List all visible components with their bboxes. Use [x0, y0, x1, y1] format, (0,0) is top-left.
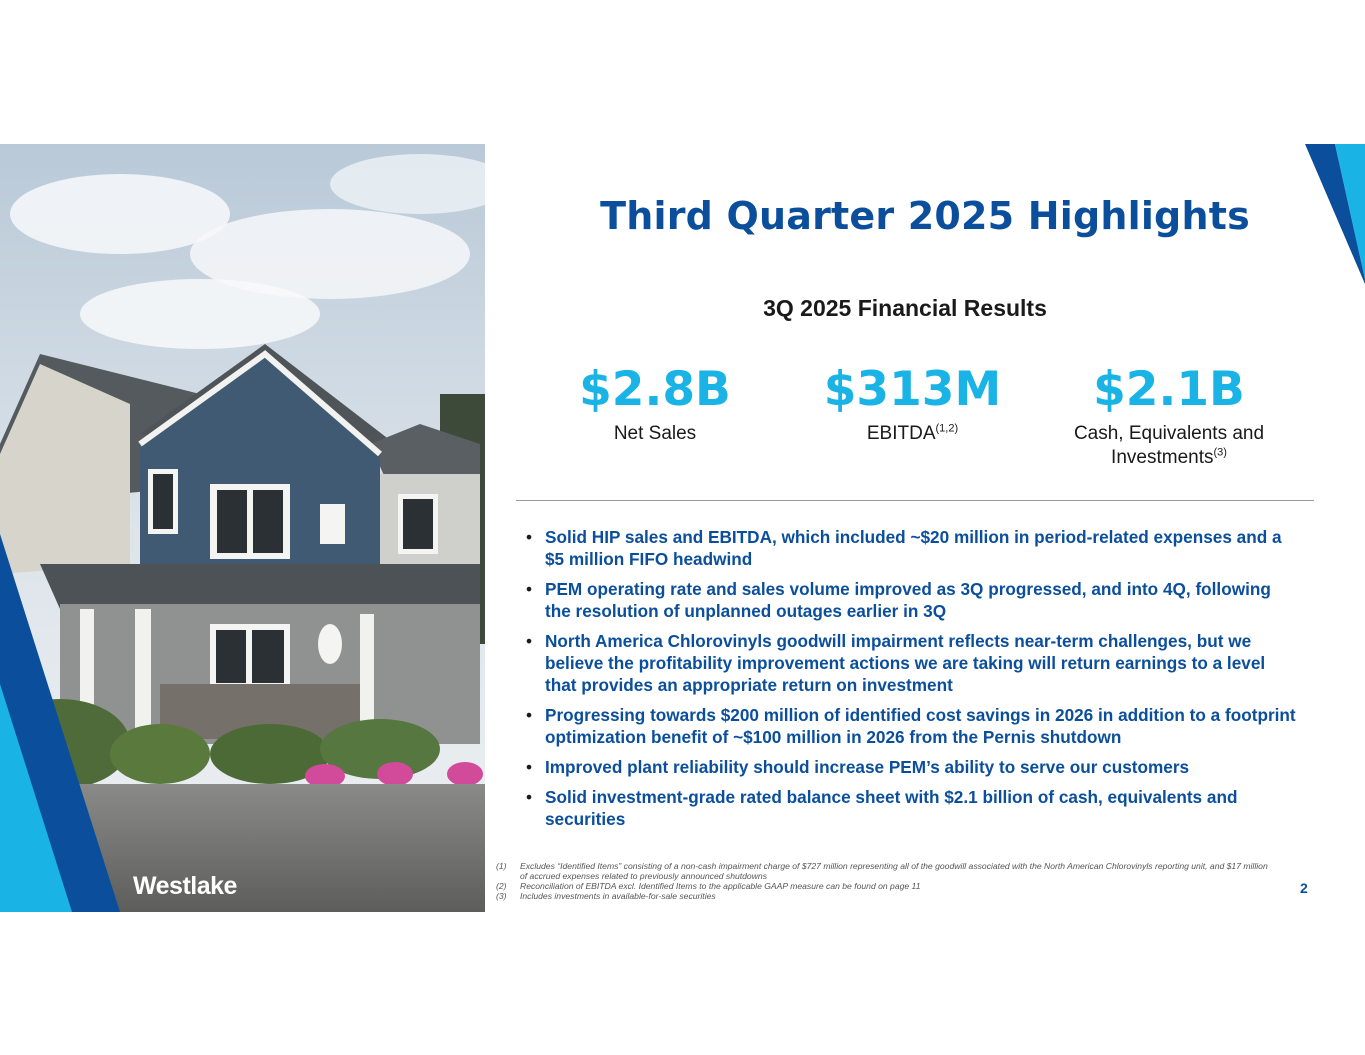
- list-item: • Solid investment-grade rated balance sheet with $2.1 billion of cash, equivalents and securities: [526, 787, 1238, 829]
- divider: [516, 500, 1314, 501]
- kpi-value: $313M: [823, 362, 1002, 417]
- bullet-icon: •: [526, 527, 533, 547]
- bullet-icon: •: [526, 705, 533, 725]
- bullet-icon: •: [526, 787, 533, 807]
- footnote: (1) Excludes “Identified Items” consisting of a non-cash impairment charge of $727 million representing all of the goodwill associated with the North American Chlorovinyls reporting unit, and $17 million of accrued expenses related to previously announced shutdowns: [496, 861, 1268, 881]
- list-item: • Improved plant reliability should increase PEM’s ability to serve our customers: [526, 757, 1190, 777]
- slide: [0, 144, 1365, 912]
- footnote: (3) Includes investments in available-for-sale securities: [496, 891, 716, 901]
- highlights-list: [526, 526, 1301, 838]
- kpi-label: Net Sales: [613, 423, 697, 444]
- list-item: • Progressing towards $200 million of identified cost savings in 2026 in addition to a footprint optimization benefit of ~$100 million in 2026 from the Pernis shutdown: [526, 705, 1296, 747]
- kpi-label: Cash, Equivalents and Investments$^{(3)}$: [1073, 423, 1265, 468]
- page-title: Third Quarter 2025 Highlights: [600, 194, 1250, 238]
- footnotes: [496, 861, 1276, 901]
- bullet-icon: •: [526, 631, 533, 651]
- list-item: • Solid HIP sales and EBITDA, which included ~$20 million in period-related expenses and a $5 million FIFO headwind: [526, 527, 1282, 569]
- house-photo: [0, 144, 485, 912]
- kpi-ebitda: [805, 362, 1020, 446]
- footnote-ref: (1,2): [935, 422, 959, 435]
- westlake-logo: Westlake: [133, 872, 237, 900]
- page-number: 2: [1300, 880, 1308, 896]
- footnote: (2) Reconciliation of EBITDA excl. Identified Items to the applicable GAAP measure can be found on page 11: [496, 881, 921, 891]
- footnote-ref: (3): [1213, 446, 1227, 459]
- section-subtitle: 3Q 2025 Financial Results: [763, 295, 1047, 321]
- bullet-icon: •: [526, 579, 533, 599]
- bullet-icon: •: [526, 757, 533, 777]
- kpi-cash: [1060, 362, 1278, 470]
- kpi-value: $2.8B: [579, 362, 731, 417]
- list-item: • North America Chlorovinyls goodwill impairment reflects near-term challenges, but we believe the profitability improvement actions we are taking will return earnings to a level that provides an appropriate return on investment: [526, 631, 1266, 695]
- kpi-label: EBITDA$^{(1,2)}$: [866, 422, 959, 444]
- house-illustration: [0, 144, 485, 912]
- list-item: • PEM operating rate and sales volume improved as 3Q progressed, and into 4Q, following the resolution of unplanned outages earlier in 3Q: [526, 579, 1271, 621]
- kpi-value: $2.1B: [1093, 362, 1245, 417]
- kpi-net-sales: [560, 362, 750, 446]
